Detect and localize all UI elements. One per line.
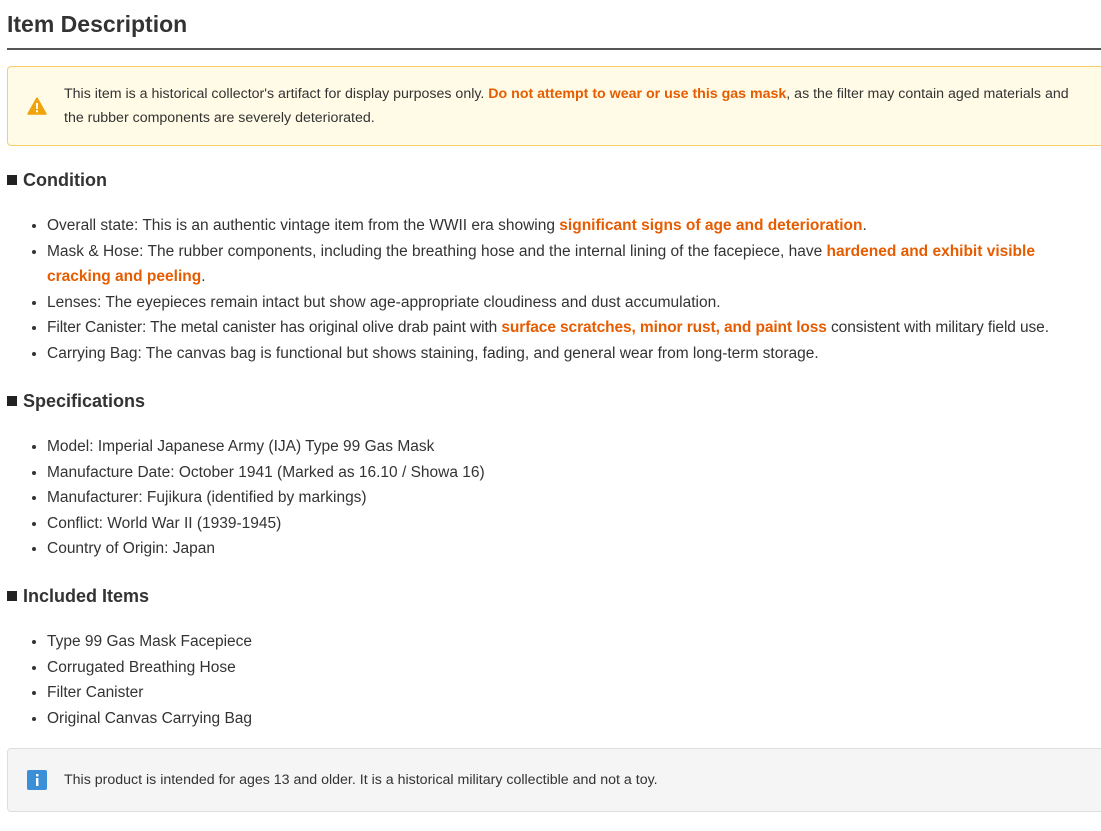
- condition-heading-label: Condition: [23, 170, 107, 190]
- list-item-text: Carrying Bag: The canvas bag is functional but shows staining, fading, and general wear from long-term storage.: [47, 344, 819, 362]
- list-item-text: Filter Canister: The metal canister has original olive drab paint with: [47, 319, 502, 337]
- list-item: • Filter Canister: [47, 680, 1101, 706]
- list-item: • Model: Imperial Japanese Army (IJA) Type 99 Gas Mask: [47, 434, 1101, 460]
- square-bullet-icon: [7, 396, 17, 406]
- item-description-page: [7, 0, 1101, 788]
- warning-notice: [7, 66, 1101, 146]
- page-title: Item Description: [7, 0, 1101, 50]
- list-item-text-after: .: [201, 268, 206, 286]
- list-item-text: Lenses: The eyepieces remain intact but show age-appropriate cloudiness and dust accumulation.: [47, 293, 721, 311]
- list-item: • Type 99 Gas Mask Facepiece: [47, 629, 1101, 655]
- list-item: • Country of Origin: Japan: [47, 536, 1101, 562]
- included-items-list: [7, 629, 1101, 731]
- specifications-heading-label: Specifications: [23, 391, 146, 411]
- list-item: • Conflict: World War II (1939-1945): [47, 511, 1101, 537]
- warning-text-before: This item is a historical collector's artifact for display purposes only.: [64, 86, 489, 102]
- list-item-highlight: surface scratches, minor rust, and paint loss: [501, 319, 827, 337]
- list-item-highlight: significant signs of age and deterioration: [559, 217, 863, 234]
- list-item: [47, 290, 1101, 316]
- included-items-heading: [7, 584, 149, 608]
- info-text: This product is intended for ages 13 and older. It is a historical military collectible and not a toy.: [64, 772, 658, 788]
- condition-heading: [7, 168, 107, 192]
- list-item: • Manufacturer: Fujikura (identified by markings): [47, 485, 1101, 511]
- list-item-text: Overall state: This is an authentic vintage item from the WWII era showing: [47, 217, 560, 234]
- warning-text: [64, 82, 1086, 130]
- condition-list: [7, 213, 1101, 367]
- list-item-highlight: hardened and exhibit visible cracking and peeling: [47, 242, 1035, 286]
- included-items-heading-label: Included Items: [23, 586, 150, 606]
- list-item: [47, 315, 1101, 341]
- warning-text-after: , as the filter may contain aged materials and the rubber components are severely deteriorated.: [64, 86, 1069, 126]
- list-item-text-after: .: [862, 217, 867, 234]
- list-item: [47, 213, 1101, 239]
- list-item: [47, 341, 1101, 367]
- list-item: [47, 239, 1101, 290]
- list-item-text-after: consistent with military field use.: [826, 319, 1049, 337]
- list-item: • Manufacture Date: October 1941 (Marked as 16.10 / Showa 16): [47, 460, 1101, 486]
- info-notice: [7, 748, 1101, 812]
- square-bullet-icon: [7, 175, 17, 185]
- list-item: • Original Canvas Carrying Bag: [47, 706, 1101, 732]
- specifications-list: [7, 434, 1101, 562]
- info-icon: [26, 769, 48, 791]
- list-item-text: Mask & Hose: The rubber components, including the breathing hose and the internal lining of the facepiece, have: [47, 242, 827, 260]
- warning-triangle-icon: [26, 95, 48, 117]
- list-item: • Corrugated Breathing Hose: [47, 655, 1101, 681]
- warning-highlight: Do not attempt to wear or use this gas mask: [488, 86, 787, 102]
- specifications-heading: [7, 389, 145, 413]
- square-bullet-icon: [7, 591, 17, 601]
